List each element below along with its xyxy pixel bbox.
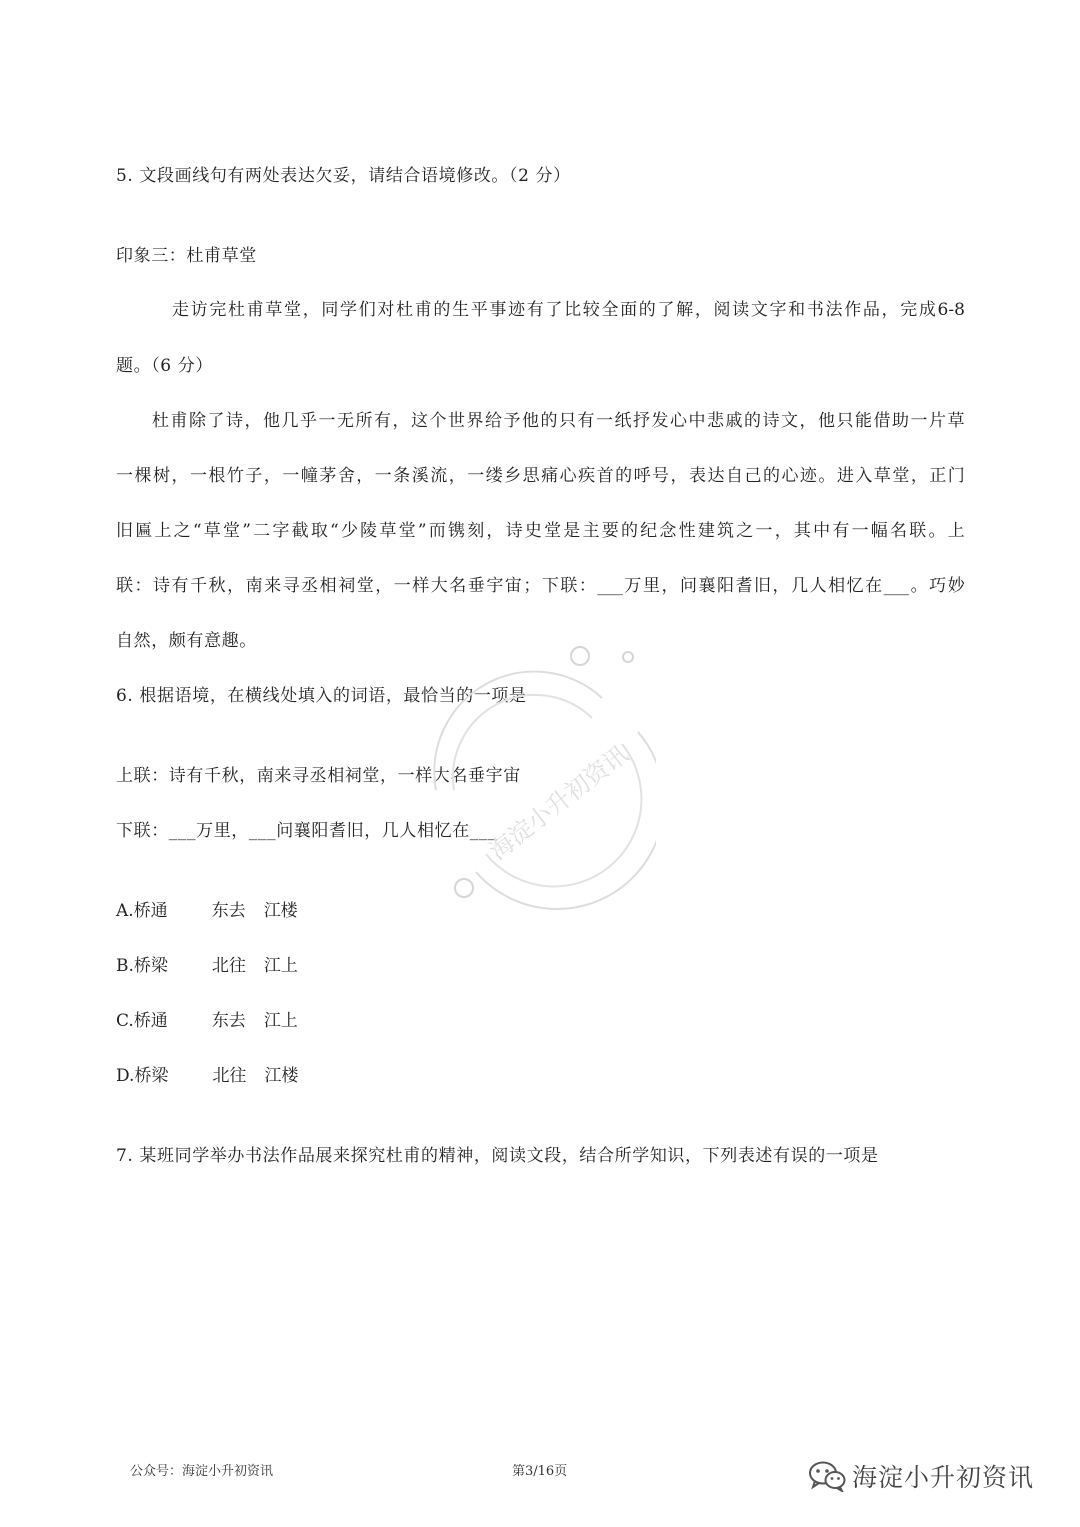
char: 甫 xyxy=(170,411,188,431)
char: 了 xyxy=(657,300,675,320)
char: 诗 xyxy=(762,411,780,431)
char: ， xyxy=(486,521,504,541)
char: 的 xyxy=(744,411,761,431)
char: 匾 xyxy=(135,521,153,541)
char: 而 xyxy=(428,521,446,541)
char: 妙 xyxy=(947,576,965,596)
char: 的 xyxy=(762,466,780,486)
char: 和 xyxy=(788,300,806,320)
char: 草 xyxy=(379,521,397,541)
char: 祠 xyxy=(338,576,356,596)
char: 给 xyxy=(485,411,502,431)
option-b-word-3: 江上 xyxy=(263,956,298,976)
char: ， xyxy=(263,466,281,486)
char: 树 xyxy=(152,466,170,486)
char: 根 xyxy=(208,466,226,486)
char: 样 xyxy=(412,576,430,596)
option-b-word-2: 北往 xyxy=(211,956,246,976)
char: 寻 xyxy=(282,576,300,596)
char: 比 xyxy=(564,300,582,320)
char: 人 xyxy=(809,576,827,596)
char: 史 xyxy=(524,521,542,541)
char: ， xyxy=(881,300,899,320)
intro-line-2: 题。（6 分） xyxy=(116,356,213,376)
char: 发 xyxy=(651,411,669,431)
char: 筑 xyxy=(717,521,735,541)
char: 片 xyxy=(929,411,946,431)
question-7: 7. 某班同学举办书法作品展来探究杜甫的精神，阅读文段，结合所学知识，下列表述有误的一项是 xyxy=(116,1146,879,1166)
char: 垂 xyxy=(467,576,485,596)
option-b-word-1: 桥梁 xyxy=(133,956,168,976)
char: 入 xyxy=(855,466,873,486)
char: 一 xyxy=(282,466,300,486)
option-c-word-1: 桥通 xyxy=(133,1011,168,1031)
char: ___ xyxy=(597,576,623,596)
char: 几 xyxy=(281,411,299,431)
char: 主 xyxy=(582,521,600,541)
char: 一 xyxy=(467,466,485,486)
char: 几 xyxy=(791,576,809,596)
char: 呼 xyxy=(633,466,651,486)
char: ” xyxy=(242,521,251,541)
char: 旧 xyxy=(116,521,133,541)
passage-line-4 xyxy=(116,574,965,598)
char: 秋 xyxy=(208,576,226,596)
char: 正 xyxy=(929,466,947,486)
char: 万 xyxy=(624,576,642,596)
char: 阳 xyxy=(717,576,734,596)
char: 只 xyxy=(559,411,576,431)
char: 其 xyxy=(793,521,811,541)
char: 完 xyxy=(900,300,918,320)
question-6: 6. 根据语境，在横线处填入的词语，最恰当的一项是 xyxy=(116,686,527,706)
char: ； xyxy=(523,576,541,596)
char: 一 xyxy=(910,411,928,431)
char: ， xyxy=(661,576,679,596)
char: 一 xyxy=(596,411,613,431)
char: 疾 xyxy=(578,466,596,486)
couplet-lower: 下联：___万里，___问襄阳耆旧，几人相忆在___ xyxy=(116,821,498,841)
char: 对 xyxy=(377,300,395,320)
char: 思 xyxy=(522,466,540,486)
char: 堂 xyxy=(284,300,302,320)
char: 是 xyxy=(563,521,581,541)
char: 二 xyxy=(253,521,271,541)
char: 的 xyxy=(615,466,633,486)
char: 。 xyxy=(928,521,946,541)
char: 面 xyxy=(620,300,638,320)
char: “ xyxy=(192,521,202,541)
char: 上 xyxy=(154,521,172,541)
char: 有 xyxy=(832,521,850,541)
char: 念 xyxy=(659,521,677,541)
char: 草 xyxy=(873,466,891,486)
char: 堂 xyxy=(892,466,910,486)
char: ， xyxy=(227,576,245,596)
char: ， xyxy=(302,300,320,320)
char: 少 xyxy=(340,521,358,541)
char: 读 xyxy=(732,300,750,320)
option-b-letter: B. xyxy=(116,956,134,976)
char: ， xyxy=(772,576,790,596)
char: 界 xyxy=(466,411,484,431)
passage-line-1 xyxy=(152,409,965,433)
char: 法 xyxy=(825,300,843,320)
char: 首 xyxy=(596,466,614,486)
char: 旧 xyxy=(754,576,772,596)
footer-account: 公众号：海淀小升初资讯 xyxy=(130,1464,274,1479)
char: 幅 xyxy=(870,521,888,541)
char: 访 xyxy=(190,300,208,320)
char: 舍 xyxy=(337,466,355,486)
char: 己 xyxy=(744,466,762,486)
char: 予 xyxy=(503,411,521,431)
char: ， xyxy=(171,466,189,486)
char: 杜 xyxy=(396,300,414,320)
char: 生 xyxy=(452,300,470,320)
char: ： xyxy=(134,576,152,596)
char: 学 xyxy=(340,300,358,320)
option-c-word-2: 东去 xyxy=(211,1011,246,1031)
char: 诗 xyxy=(153,576,171,596)
char: 里 xyxy=(642,576,660,596)
char: 的 xyxy=(638,300,656,320)
char: 草 xyxy=(947,411,965,431)
char: ___ xyxy=(883,576,910,596)
option-b[interactable] xyxy=(116,954,298,978)
char: 杜 xyxy=(152,411,169,431)
char: 联 xyxy=(909,521,927,541)
option-a[interactable] xyxy=(116,899,298,923)
char: 一 xyxy=(755,521,773,541)
char: 的 xyxy=(433,300,451,320)
char: 一 xyxy=(116,466,133,486)
char: 要 xyxy=(601,521,619,541)
char: ， xyxy=(356,466,374,486)
char: ” xyxy=(417,521,427,541)
char: 作 xyxy=(844,300,862,320)
char: 建 xyxy=(697,521,715,541)
char: 大 xyxy=(430,576,448,596)
char: 的 xyxy=(620,521,638,541)
char: 迹 xyxy=(508,300,526,320)
char: 字 xyxy=(769,300,787,320)
char: 茅 xyxy=(319,466,337,486)
intro-line-1 xyxy=(172,298,965,322)
char: 表 xyxy=(689,466,707,486)
option-d-letter: D. xyxy=(116,1066,135,1086)
char: 们 xyxy=(358,300,376,320)
char: 6-8 xyxy=(937,300,965,320)
char: 心 xyxy=(781,466,799,486)
char: 只 xyxy=(836,411,854,431)
watermark-text: 海淀小升初资讯 xyxy=(484,740,634,866)
char: 溪 xyxy=(411,466,429,486)
char: 进 xyxy=(836,466,854,486)
char: 这 xyxy=(411,411,428,431)
char: 个 xyxy=(429,411,447,431)
char: 一 xyxy=(393,576,411,596)
char: 戚 xyxy=(725,411,743,431)
char: 心 xyxy=(559,466,577,486)
option-c-word-3: 江上 xyxy=(263,1011,298,1031)
char: 号 xyxy=(652,466,670,486)
char: 解 xyxy=(676,300,694,320)
char: 刻 xyxy=(467,521,485,541)
char: 诗 xyxy=(226,411,243,431)
char: 来 xyxy=(264,576,282,596)
char: 乡 xyxy=(504,466,522,486)
char: 抒 xyxy=(633,411,650,431)
char: 达 xyxy=(707,466,725,486)
char: ， xyxy=(448,466,466,486)
char: 缕 xyxy=(485,466,503,486)
passage-line-2 xyxy=(116,464,965,488)
char: 。 xyxy=(910,576,928,596)
char: 有 xyxy=(374,411,391,431)
char: 一 xyxy=(851,521,869,541)
char: 了 xyxy=(545,300,563,320)
char: 子 xyxy=(245,466,263,486)
char: 相 xyxy=(828,576,846,596)
char: 有 xyxy=(171,576,189,596)
option-a-letter: A. xyxy=(116,901,134,921)
char: 文 xyxy=(781,411,798,431)
char: 宙 xyxy=(504,576,522,596)
char: 南 xyxy=(245,576,263,596)
char: 上 xyxy=(947,521,965,541)
char: 耆 xyxy=(735,576,753,596)
char: 性 xyxy=(678,521,696,541)
char: ， xyxy=(694,300,712,320)
char: 幢 xyxy=(300,466,318,486)
char: 的 xyxy=(540,411,558,431)
char: 阅 xyxy=(713,300,731,320)
char: 一 xyxy=(189,466,207,486)
char: 能 xyxy=(855,411,872,431)
question-5: 5. 文段画线句有两处表达欠妥，请结合语境修改。（2 分） xyxy=(116,166,571,186)
char: 名 xyxy=(449,576,467,596)
char: 事 xyxy=(489,300,507,320)
char: 他 xyxy=(522,411,539,431)
char: ， xyxy=(244,411,262,431)
char: 无 xyxy=(337,411,354,431)
char: 纪 xyxy=(640,521,658,541)
char: 世 xyxy=(448,411,465,431)
option-a-word-2: 东去 xyxy=(211,901,246,921)
char: 棵 xyxy=(134,466,152,486)
char: ， xyxy=(774,521,792,541)
watermark-stamp xyxy=(416,640,656,910)
char: 竹 xyxy=(226,466,244,486)
char: 一 xyxy=(374,466,392,486)
char: 之 xyxy=(736,521,754,541)
passage-line-5: 自然，颇有意趣。 xyxy=(116,631,257,651)
option-d-word-2: 北往 xyxy=(212,1066,247,1086)
char: 完 xyxy=(209,300,227,320)
char: 在 xyxy=(865,576,883,596)
char: 甫 xyxy=(246,300,264,320)
char: 联 xyxy=(116,576,133,596)
char: 自 xyxy=(725,466,743,486)
option-a-word-3: 江楼 xyxy=(263,901,298,921)
char: ， xyxy=(375,576,393,596)
char: 忆 xyxy=(846,576,864,596)
char: 堂 xyxy=(356,576,374,596)
option-d-word-1: 桥梁 xyxy=(134,1066,169,1086)
char: ， xyxy=(799,411,817,431)
char: 联 xyxy=(560,576,578,596)
char: 一 xyxy=(318,411,336,431)
char: 。 xyxy=(818,466,836,486)
char: 心 xyxy=(670,411,687,431)
char: 成 xyxy=(918,300,936,320)
char: “ xyxy=(330,521,339,541)
option-a-word-1: 桥通 xyxy=(133,901,168,921)
char: 名 xyxy=(890,521,907,541)
char: 草 xyxy=(265,300,283,320)
wechat-icon xyxy=(808,1460,846,1492)
char: 除 xyxy=(189,411,206,431)
char: 截 xyxy=(291,521,309,541)
char: 较 xyxy=(582,300,600,320)
char: ， xyxy=(910,466,928,486)
char: 平 xyxy=(470,300,488,320)
char: 字 xyxy=(272,521,290,541)
char: 巧 xyxy=(929,576,947,596)
option-d-word-3: 江楼 xyxy=(264,1066,299,1086)
option-c-letter: C. xyxy=(116,1011,134,1031)
char: 借 xyxy=(873,411,891,431)
char: 悲 xyxy=(707,411,724,431)
char: ： xyxy=(578,576,596,596)
char: 所 xyxy=(355,411,373,431)
option-d[interactable] xyxy=(116,1064,298,1088)
char: 助 xyxy=(892,411,909,431)
char: 堂 xyxy=(398,521,416,541)
char: 文 xyxy=(750,300,768,320)
char: 襄 xyxy=(698,576,716,596)
char: 草 xyxy=(203,521,221,541)
char: ， xyxy=(670,466,688,486)
char: 痛 xyxy=(541,466,559,486)
char: 中 xyxy=(688,411,706,431)
char: 镌 xyxy=(447,521,465,541)
char: 他 xyxy=(263,411,280,431)
char: 堂 xyxy=(544,521,562,541)
char: 门 xyxy=(947,466,965,486)
char: 了 xyxy=(207,411,225,431)
char: 乎 xyxy=(300,411,317,431)
char: 全 xyxy=(601,300,619,320)
char: 甫 xyxy=(414,300,432,320)
char: 丞 xyxy=(301,576,319,596)
char: 他 xyxy=(818,411,835,431)
char: 堂 xyxy=(223,521,241,541)
char: 陵 xyxy=(360,521,378,541)
couplet-upper: 上联：诗有千秋，南来寻丞相祠堂，一样大名垂宇宙 xyxy=(116,766,521,786)
char: 千 xyxy=(190,576,208,596)
char: 纸 xyxy=(614,411,632,431)
char: 走 xyxy=(172,300,189,320)
char: 问 xyxy=(679,576,697,596)
char: 中 xyxy=(813,521,831,541)
footer-brand-text: 海淀小升初资讯 xyxy=(852,1463,1035,1492)
char: 宇 xyxy=(486,576,504,596)
char: 下 xyxy=(541,576,559,596)
char: 条 xyxy=(393,466,411,486)
section-title: 印象三：杜甫草堂 xyxy=(116,246,257,266)
char: 书 xyxy=(806,300,824,320)
char: 诗 xyxy=(505,521,523,541)
char: 同 xyxy=(321,300,339,320)
char: 品 xyxy=(862,300,880,320)
passage-line-3 xyxy=(116,519,965,543)
option-c[interactable] xyxy=(116,1009,298,1033)
char: 取 xyxy=(310,521,328,541)
char: 有 xyxy=(577,411,595,431)
footer-brand xyxy=(808,1458,1034,1494)
char: 相 xyxy=(319,576,337,596)
char: 迹 xyxy=(799,466,817,486)
char: ， xyxy=(392,411,410,431)
char: 流 xyxy=(430,466,448,486)
char: 之 xyxy=(173,521,191,541)
char: 杜 xyxy=(228,300,246,320)
footer-page-number: 第3/16页 xyxy=(512,1464,568,1479)
char: 有 xyxy=(526,300,544,320)
